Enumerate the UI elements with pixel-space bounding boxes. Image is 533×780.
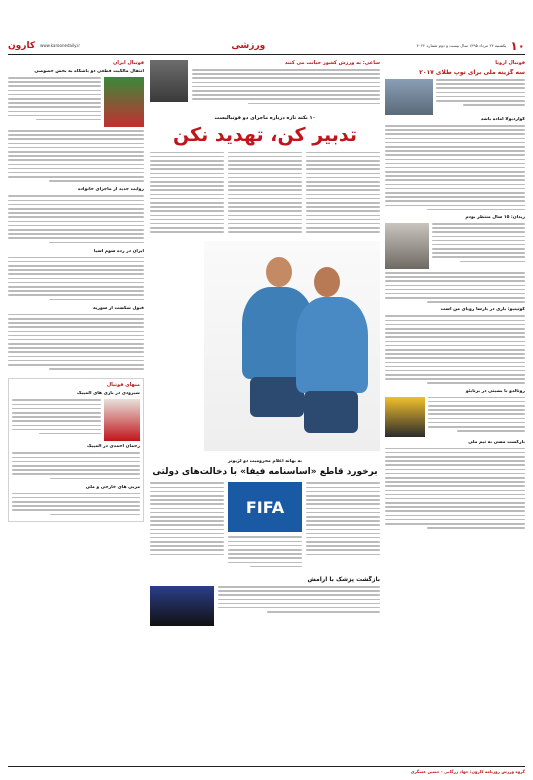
photo-zidane: [385, 223, 429, 269]
article-text: [8, 77, 101, 127]
fifa-headline: برخورد قاطع «اساسنامه فیفا» با دخالت‌های دولتی: [152, 467, 378, 478]
logo: کارون: [8, 40, 36, 51]
headline-coutinho: کوتینیو: بازی در بارسا رویای من است: [440, 307, 525, 313]
headline-ballon: سه گزینه ملی برای توپ طلای ۲۰۱۷: [419, 69, 525, 76]
article-text: [8, 314, 144, 373]
photo-saei: [150, 60, 188, 102]
player-head: [266, 257, 292, 287]
fifa-article-col-2: [228, 536, 302, 570]
headline-left-4: قبول شکست از سوریه: [93, 305, 144, 311]
article-text: [192, 69, 380, 107]
main-article-col-1: [306, 152, 380, 236]
player-head: [314, 267, 340, 297]
headline-left-1: انتقال مالکیت قطعی دو باشگاه به بخش خصوصی: [34, 69, 144, 74]
article-text: [385, 125, 525, 213]
headline-left-3: ایران در رده سوم آسیا: [93, 248, 144, 254]
main-article-col-3: [150, 152, 224, 236]
fifa-kicker: به بهانه اعلام محرومیت دو لژیونر: [228, 459, 302, 465]
player-shorts: [304, 391, 358, 433]
headline-left-2: روایت جدید از ماجرای خانواده: [77, 187, 144, 193]
headline-coaches: مربی های خارجی و ملی: [85, 484, 140, 490]
article-text: [12, 493, 140, 518]
fifa-logo-text: FIFA: [245, 497, 285, 517]
headline-ronaldo: رونالدو با بشیتی در برنابئو: [465, 388, 525, 394]
section-domestic: منهای فوتبال: [106, 382, 140, 389]
article-text: [12, 399, 101, 441]
article-text: [8, 130, 144, 184]
article-text: [385, 448, 525, 532]
article-text: [428, 397, 525, 437]
headline-saei: ساعی: به ورزش کشور خیانت می کنند: [284, 60, 380, 66]
article-text: [385, 315, 525, 386]
masthead: [8, 37, 525, 55]
right-column: [385, 60, 525, 775]
headline-ahmadi: رحمان احمدی در المپیک: [86, 444, 140, 450]
article-text: [436, 79, 525, 115]
bottom-headline: بازگشت پزشک با آرامش: [307, 575, 380, 583]
article-text: [8, 195, 144, 245]
player-jersey: [296, 297, 368, 393]
main-kicker: ۱۰ نکته تازه درباره ماجرای دو فوتبالیست: [214, 114, 316, 121]
sidebar-box: [8, 378, 144, 521]
article-text: [8, 257, 144, 303]
section-title: ورزشی: [231, 40, 266, 51]
main-photo: [204, 241, 380, 451]
fifa-logo: [228, 482, 302, 532]
headline-zidane: زیدان: ۱۵ سال منتظر بودم: [465, 214, 525, 220]
photo-fan: [104, 77, 144, 127]
section-foreign: فوتبال اروپا: [495, 60, 525, 66]
main-headline: تدبیر کن، تهدید نکن: [172, 123, 358, 146]
headline-guardiola: گواردیولا آماده باشد: [480, 117, 525, 122]
photo-player: [385, 397, 425, 437]
date-line: یکشنبه ۲۴ مرداد ۱۳۹۵ سال بیست و دوم شماره ۴۰۲۲: [416, 43, 507, 48]
footer-credit: گروه ورزش روزنامه کارون: جهاد زرگانی - حسین عسگری: [410, 769, 525, 774]
website[interactable]: www.karoonedaily.ir: [40, 43, 80, 48]
photo-coach: [385, 79, 433, 115]
article-text: [218, 586, 380, 626]
headline-messi: بازگشت مسی به تیم ملی: [468, 439, 525, 445]
section-iran: فوتبال ایران: [113, 60, 144, 66]
article-text: [12, 452, 140, 481]
footer: [8, 766, 525, 776]
main-article-col-2: [228, 152, 302, 236]
article-text: [432, 223, 525, 269]
headline-shiroudi: شیرودی در بازی های المپیک: [76, 391, 140, 397]
page-number: ۱۰: [510, 38, 525, 53]
fifa-article-col-1: [306, 482, 380, 570]
article-text: [385, 272, 525, 306]
center-column: [150, 60, 380, 775]
photo-athlete: [104, 399, 140, 441]
fifa-article-col-3: [150, 482, 224, 570]
left-column: [8, 60, 144, 775]
photo-coach-bottom: [150, 586, 214, 626]
